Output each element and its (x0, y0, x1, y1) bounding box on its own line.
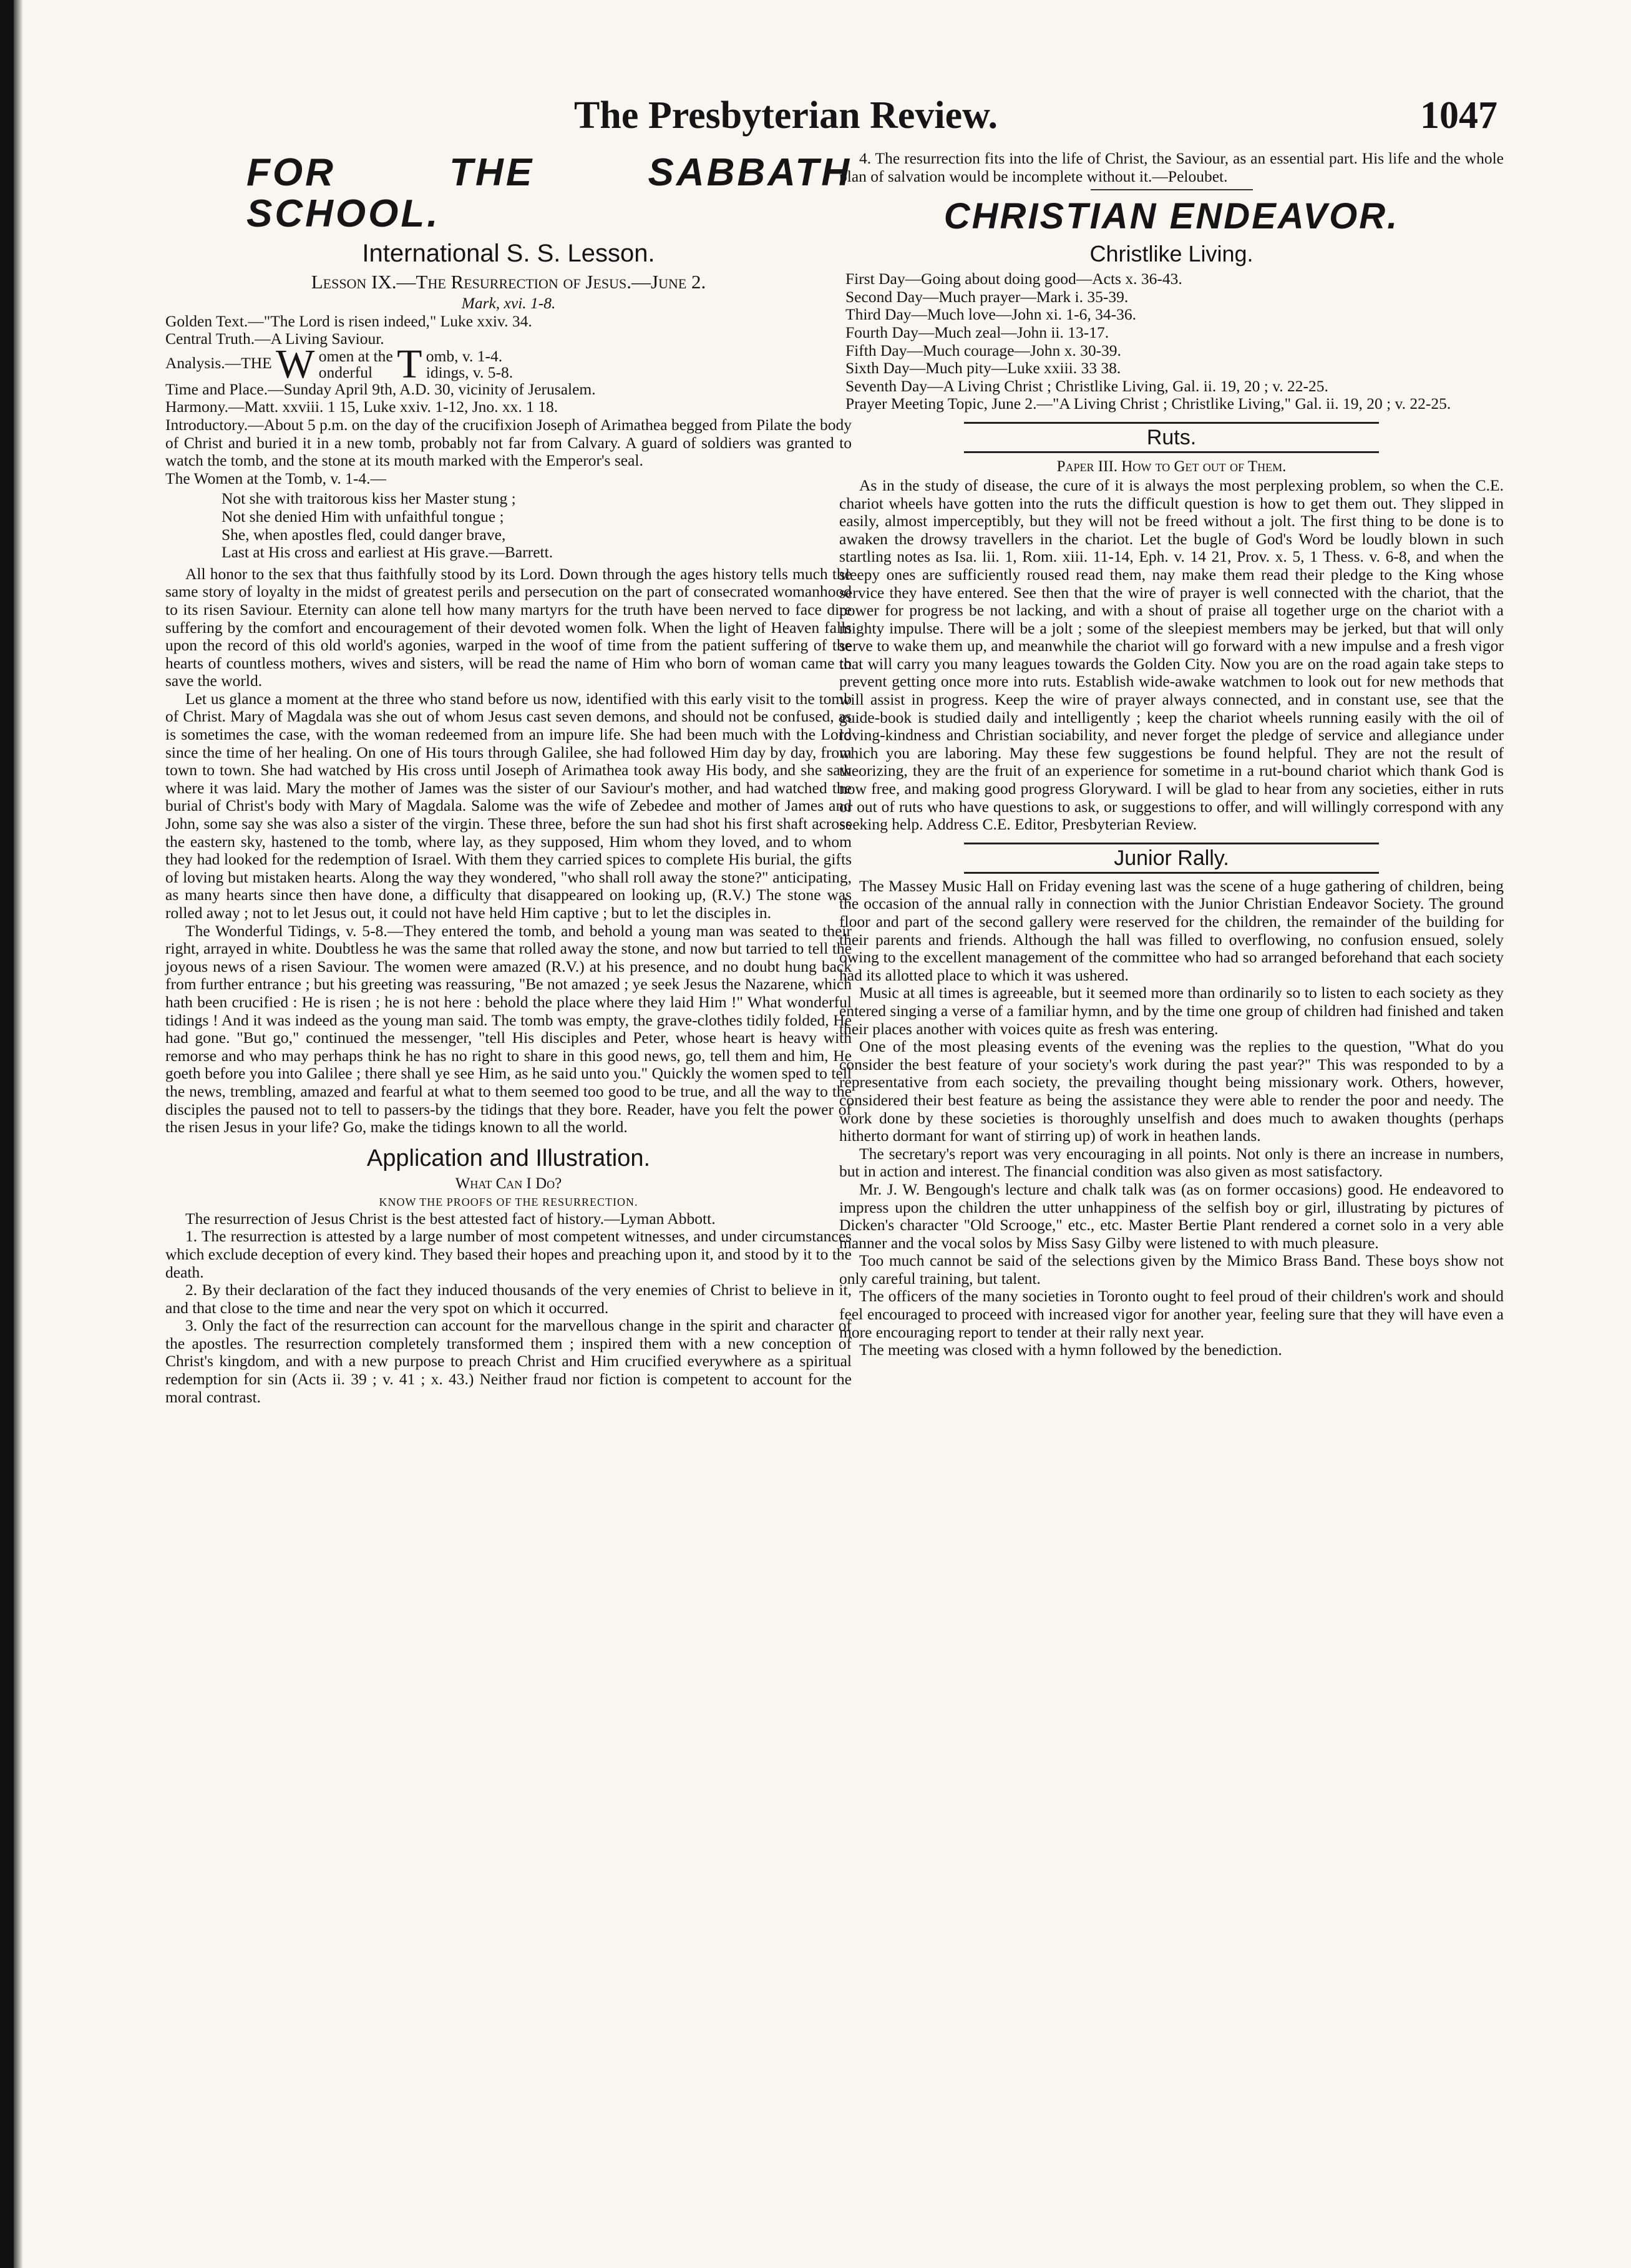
right-column (839, 150, 1504, 1359)
paragraph: The Wonderful Tidings, v. 5-8.—They entered the tomb, and behold a young man was seated to their right, arrayed in white. Doubtless he was the same that rolled away the stone, and now but tarried to tell the joyous news of a risen Saviour. The women were amazed (R.V.) at his presence, and no doubt hung back from further entrance ; but his greeting was reassuring, "Be not amazed ; ye seek Jesus the Nazarene, which hath been crucified : He is risen ; he is not here : behold the place where they laid Him !" What wonderful tidings ! And it was indeed as the young man said. The tomb was empty, the grave-clothes tidily folded, He had gone. "But go," continued the messenger, "tell His disciples and Peter, whose heart is heavy with remorse and who may perhaps think he has no right to share in this good news, go, tell them and him, He goeth before you into Galilee ; there shall ye see Him, as he said unto you." Quickly the women sped to tell the news, trembling, amazed and fearful at what to them seemed too good to be true, and all the way to the disciples the paused not to tell to passers-by the tidings that they bore. Reader, have you felt the power of the risen Jesus in your life? Go, make the tidings known to all the world. (165, 921, 852, 1136)
poem-line: Not she denied Him with unfaithful tongue ; (222, 507, 504, 525)
paragraph: Music at all times is agreeable, but it seemed more than ordinarily so to listen to each society as they entered singing a verse of a familiar hymn, and by the time one group of children had finished and taken their places another with voices quite as fresh was entering. (839, 984, 1504, 1038)
junior-rally-heading: Junior Rally. (964, 843, 1379, 874)
day-item: Third Day—Much love—John xi. 1-6, 34-36. (845, 305, 1137, 324)
prayer-topic: Prayer Meeting Topic, June 2.—"A Living Christ ; Christlike Living," Gal. ii. 19, 20 ; v. 22-25. (845, 394, 1451, 413)
application-subheading-2: KNOW THE PROOFS OF THE RESURRECTION. (379, 1195, 638, 1208)
paragraph: The officers of the many societies in Toronto ought to feel proud of their children's work and should feel encouraged to proceed with increased vigor for another year, feeling sure that they will have even a more encouraging report to tender at their rally next year. (839, 1287, 1504, 1341)
paragraph: Mr. J. W. Bengough's lecture and chalk talk was (as on former occasions) good. He endeavored to impress upon the children the utter unhappiness of the selfish boy or girl, illustrating by pictures of Dicken's character "Old Scrooge," etc., etc. Master Bertie Plant rendered a cornet solo in a very able manner and the vocal solos by Miss Sasy Gilby were listened to with much pleasure. (839, 1180, 1504, 1252)
day-item: Fifth Day—Much courage—John x. 30-39. (845, 341, 1121, 359)
paragraph: As in the study of disease, the cure of it is always the most perplexing problem, so when the C.E. chariot wheels have gotten into the ruts the difficult question is how to get them out. They slipped in easily, almost imperceptibly, but they will not be freed without a jolt. The first thing to be done is to awaken the drowsy travellers in the chariot. Let the bugle of God's Word be loudly blown in such startling notes as Isa. lii. 1, Rom. xiii. 11-14, Eph. v. 14 21, Prov. x. 5, 1 Thess. v. 6-8, and when the sleepy ones are sufficiently roused read them, nay make them read their pledge to the King whose service they have entered. See then that the wire of prayer is well connected with the chariot, that the power for progress be not lacking, and with a shout of praise all together urge on the chariot with a mighty impulse. There will be a jolt ; some of the sleepiest members may be jerked, but that will only serve to wake them up, and meanwhile the chariot will go forward with a new impulse and a fresh vigor that will carry you many leagues towards the Golden City. Now you are on the road again take steps to prevent getting once more into ruts. Establish wide-awake watchmen to look out for new methods that will assist in progress. Keep the wire of prayer always connected, and in constant use, see that the guide-book is studied daily and intelligently ; keep the chariot wheels running easily with the oil of loving-kindness and Christian sociability, and never forget the pledge of service and allegiance under which you are laboring. May these few suggestions be found helpful. They are not the result of theorizing, they are the fruit of an experience for sometime in a rut-bound chariot which thank God is now free, and making good progress Gloryward. I will be glad to hear from any societies, either in ruts or out of ruts who have questions to ask, or suggestions to offer, and will willingly correspond with any seeking help. Address C.E. Editor, Presbyterian Review. (839, 476, 1504, 834)
analysis-w-bottom: onderful (318, 363, 373, 381)
paragraph: 1. The resurrection is attested by a large number of most competent witnesses, and under circumstances which exclude deception of every kind. They based their hopes and preaching upon it, and stood by it to the death. (165, 1227, 852, 1281)
day-item: Sixth Day—Much pity—Luke xxiii. 33 38. (845, 359, 1121, 378)
central-truth: Central Truth.—A Living Saviour. (165, 330, 384, 348)
letter-t: T (397, 341, 422, 388)
page-title: The Presbyterian Review. (574, 94, 998, 137)
analysis-t-top: omb, v. 1-4. (426, 346, 503, 365)
paragraph: 3. Only the fact of the resurrection can account for the marvellous change in the spirit and character of the apostles. The resurrection completely transformed them ; inspired them with a new conception of Christ's kingdom, and with a new purpose to preach Christ and Him crucified everywhere as a spiritual redemption for sin (Acts ii. 39 ; v. 41 ; x. 43.) Neither fraud nor fiction is competent to account for the moral contrast. (165, 1316, 852, 1406)
application-heading: Application and Illustration. (366, 1145, 651, 1171)
day-item: Fourth Day—Much zeal—John ii. 13-17. (845, 323, 1109, 341)
divider (1091, 189, 1253, 190)
analysis-t-bottom: idings, v. 5-8. (426, 363, 514, 381)
analysis-w-top: omen at the (318, 346, 393, 365)
poem-line: She, when apostles fled, could danger brave, (222, 525, 506, 544)
paragraph: 4. The resurrection fits into the life of Christ, the Saviour, as an essential part. His life and the whole plan of salvation would be incomplete without it.—Peloubet. (839, 149, 1504, 185)
sabbath-school-heading: FOR THE SABBATH SCHOOL. (246, 151, 852, 235)
women-at-tomb-heading: The Women at the Tomb, v. 1-4.— (165, 469, 387, 487)
paragraph: The meeting was closed with a hymn followed by the benediction. (859, 1341, 1282, 1359)
scan-shadow (14, 0, 22, 2268)
page-number: 1047 (1420, 94, 1497, 137)
letter-w: W (276, 341, 315, 388)
lesson-subtitle: International S. S. Lesson. (362, 240, 655, 267)
analysis (165, 341, 852, 388)
christlike-living-subtitle: Christlike Living. (1089, 241, 1254, 267)
running-head (162, 94, 1497, 144)
poem-line: Not she with traitorous kiss her Master stung ; (222, 489, 516, 508)
day-item: Seventh Day—A Living Christ ; Christlike Living, Gal. ii. 19, 20 ; v. 22-25. (845, 376, 1328, 395)
paragraph: Too much cannot be said of the selections given by the Mimico Brass Band. These boys show not only careful training, but talent. (839, 1251, 1504, 1288)
scan-edge (0, 0, 14, 2268)
paragraph: The resurrection of Jesus Christ is the best attested fact of history.—Lyman Abbott. (185, 1209, 716, 1228)
paragraph: Let us glance a moment at the three who stand before us now, identified with this early visit to the tomb of Christ. Mary of Magdala was she out of whom Jesus cast seven demons, and should not be confused, as is sometimes the case, with the woman redeemed from an impure life. She had been much with the Lord since the time of her healing. On one of His tours through Galilee, she had followed Him day by day, from town to town. She had watched by His cross until Joseph of Arimathea took away His body, and she saw where it was laid. Mary the mother of James was the sister of our Saviour's mother, and had watched the burial of Christ's body with Mary of Magdala. Salome was the wife of Zebedee and mother of James and John, some say she was also a sister of the virgin. These three, before the sun had shot his first shaft across the eastern sky, hastened to the tomb, where lay, as they supposed, Him whom they loved, and to whom they had looked for the redemption of Israel. With them they carried spices to complete His burial, the gifts of loving but mistaken hearts. Along the way they wondered, "who shall roll away the stone?" anticipating, as many hearts since then have done, a difficulty that disappeared on looking up, (R.V.) The stone was rolled away ; not to let Jesus out, it could not have held Him captive ; but to let the disciples in. (165, 689, 852, 922)
day-item: Second Day—Much prayer—Mark i. 35-39. (845, 287, 1129, 306)
ruts-heading: Ruts. (964, 422, 1379, 453)
introductory: Introductory.—About 5 p.m. on the day of the crucifixion Joseph of Arimathea begged from Pilate the body of Christ and buried it in a new tomb, probably not far from Calvary. A guard of soldiers was granted to watch the tomb, and the stone at its mouth marked with the Emperor's seal. (165, 415, 852, 470)
paragraph: One of the most pleasing events of the evening was the replies to the question, "What do you consider the best feature of your society's work during the past year?" This was responded to by a representative from each society, the prevailing thought being missionary work. Others, however, considered their best feature as being the assistance they were able to render the poor and needy. The work done by these societies is thoroughly unselfish and does much to awaken thoughts (perhaps hitherto dormant for want of stirring up) of work in heathen lands. (839, 1037, 1504, 1145)
paragraph: All honor to the sex that thus faithfully stood by its Lord. Down through the ages history tells much the same story of loyalty in the midst of greatest perils and persecution on the part of consecrated womanhood to its risen Saviour. Eternity can alone tell how many martyrs for the truth have been nerved to face dire suffering by the comfort and encouragement of their devoted women folk. When the light of Heaven falls upon the record of this old world's agonies, warped in the woof of time from the patient suffering of the hearts of countless mothers, wives and sisters, will be read the name of Him who born of woman came to save the world. (165, 564, 852, 690)
harmony: Harmony.—Matt. xxviii. 1 15, Luke xxiv. 1-12, Jno. xx. 1 18. (165, 398, 558, 416)
paragraph: The secretary's report was very encouraging in all points. Not only is there an increase in numbers, but in action and interest. The financial condition was also given as most satisfactory. (839, 1144, 1504, 1181)
poem (222, 490, 852, 561)
scripture-ref: Mark, xvi. 1-8. (461, 294, 556, 312)
paragraph: 2. By their declaration of the fact they induced thousands of the very enemies of Christ to believe in it, and that close to the time and near the very spot on which it occurred. (165, 1281, 852, 1317)
poem-line: Last at His cross and earliest at His grave.—Barrett. (222, 543, 553, 562)
analysis-label: Analysis.—THE (165, 353, 272, 372)
day-item: First Day—Going about doing good—Acts x. 36-43. (845, 270, 1182, 288)
christian-endeavor-heading: CHRISTIAN ENDEAVOR. (943, 196, 1400, 237)
paragraph: The Massey Music Hall on Friday evening last was the scene of a huge gathering of children, being the occasion of the annual rally in connection with the Junior Christian Endeavor Society. The ground floor and part of the second gallery were reserved for the children, the remainder of the building for their parents and friends. Although the hall was filled to overflowing, no confusion ensued, solely owing to the excellent management of the committee who had so arranged beforehand that each society had its allotted place to which it was ushered. (839, 876, 1504, 984)
time-and-place: Time and Place.—Sunday April 9th, A.D. 30, vicinity of Jerusalem. (165, 379, 596, 398)
golden-text: Golden Text.—"The Lord is risen indeed," Luke xxiv. 34. (165, 311, 532, 330)
lesson-title: Lesson IX.—The Resurrection of Jesus.—June 2. (311, 271, 706, 293)
ruts-subheading: Paper III. How to Get out of Them. (1056, 457, 1287, 475)
application-subheading: What Can I Do? (455, 1175, 562, 1192)
left-column (165, 150, 852, 1406)
